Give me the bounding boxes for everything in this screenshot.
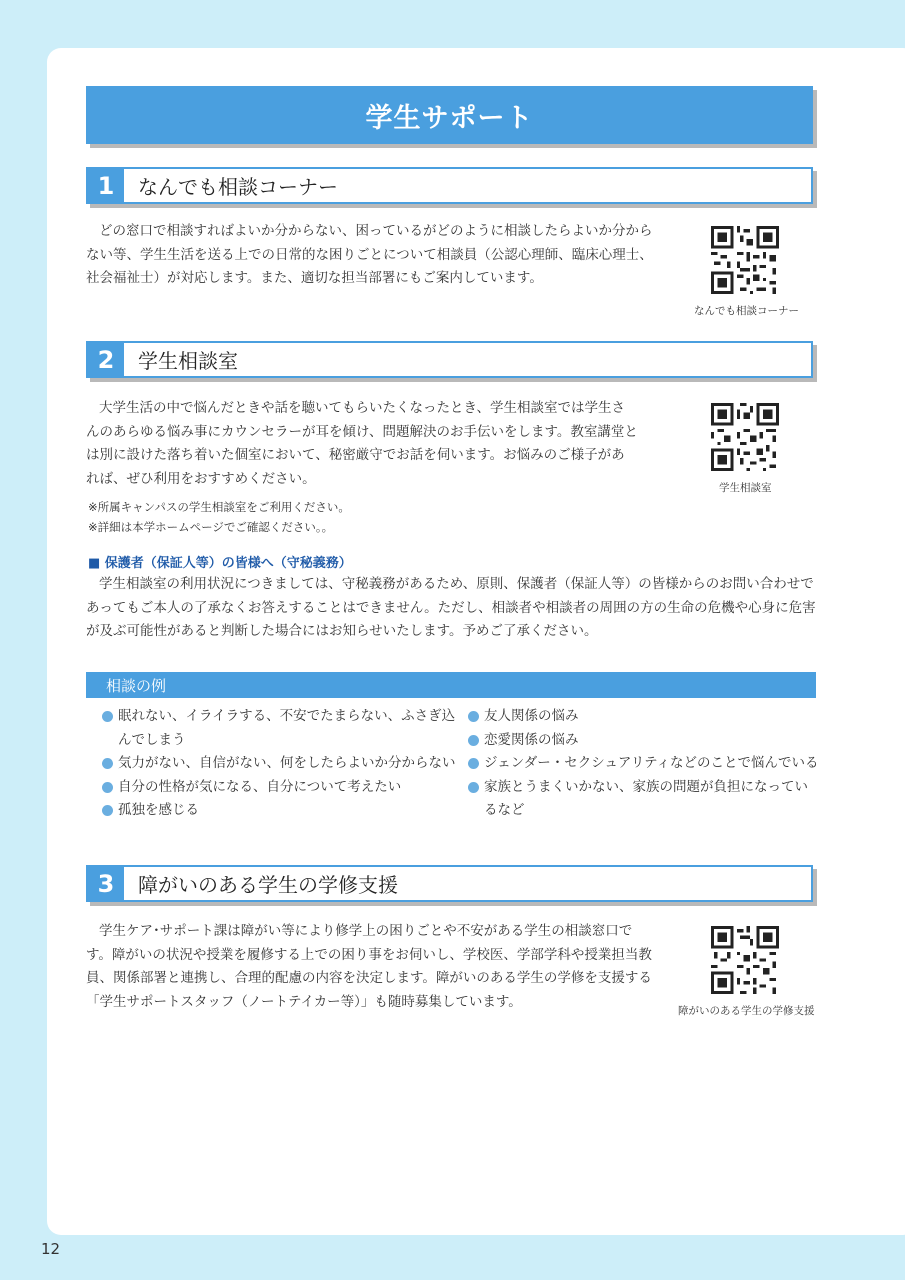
note-2: ※詳細は本学ホームページでご確認ください。。 (88, 520, 334, 534)
section-2-body: 大学生活の中で悩んだときや話を聴いてもらいたくなったとき、学生相談室では学生さんのあらゆる悩み事にカウンセラーが耳を傾け、問題解決のお手伝いをします。教室講堂とは別に設けた落ち着いた個室において、秘密厳守でお話を伺います。お悩みのご様子があれば、ぜひ利用をおすすめください。 (86, 400, 638, 487)
section-3-title: 障がいのある学生の学修支援 (138, 873, 398, 897)
section-1-body: どの窓口で相談すればよいか分からない、困っているがどのように相談したらよいか分からない等、学生生活を送る上での日常的な困りごとについて相談員（公認心理師、臨床心理士、社会福祉士）が対応します。また、適切な担当部署にもご案内しています。 (86, 223, 653, 286)
qr-caption-1: なんでも相談コーナー (694, 305, 799, 317)
page-title: 学生サポート (86, 86, 813, 144)
section-3-number: 3 (88, 867, 124, 900)
page-number: 12 (41, 1240, 61, 1258)
list-item: 眠れない、イライラする、不安でたまらない、ふさぎ込んでしまう (102, 705, 462, 752)
section-1-number: 1 (88, 169, 124, 202)
section-1-title: なんでも相談コーナー (138, 175, 338, 199)
bullet-icon (468, 711, 479, 722)
bullet-icon (102, 805, 113, 816)
qr-caption-2: 学生相談室 (719, 482, 772, 494)
qr-caption-3: 障がいのある学生の学修支援 (678, 1005, 815, 1017)
qr-code-icon[interactable] (711, 226, 779, 294)
bullet-icon (102, 758, 113, 769)
note-1: ※所属キャンパスの学生相談室をご利用ください。 (88, 500, 350, 514)
qr-code-icon[interactable] (711, 926, 779, 994)
list-item: ジェンダー・セクシュアリティなどのことで悩んでいる (468, 752, 820, 776)
bullet-icon (468, 758, 479, 769)
list-item: 気力がない、自信がない、何をしたらよいか分からない (102, 752, 462, 776)
examples-left-list (102, 705, 462, 823)
section-2-title: 学生相談室 (138, 349, 238, 373)
section-3-header (86, 865, 813, 902)
list-item: 友人関係の悩み (468, 705, 820, 729)
section-3-body: 学生ケア･サポート課は障がい等により修学上の困りごとや不安がある学生の相談窓口です。障がいの状況や授業を履修する上での困り事をお伺いし、学校医、学部学科や授業担当教員、関係部署と連携し、合理的配慮の内容を決定します。障がいのある学生の学修を支援する「学生サポートスタッフ（ノートテイカー等）」も随時募集しています。 (86, 923, 652, 1010)
list-item: 家族とうまくいかない、家族の問題が負担になっているなど (468, 776, 820, 823)
section-1-header (86, 167, 813, 204)
bullet-icon (102, 782, 113, 793)
section-2-header (86, 341, 813, 378)
list-item: 孤独を感じる (102, 799, 462, 823)
confidentiality-body: 学生相談室の利用状況につきましては、守秘義務があるため、原則、保護者（保証人等）の皆様からのお問い合わせであってもご本人の了承なくお答えすることはできません。ただし、相談者や相談者の周囲の方の生命の危機や心身に危害が及ぶ可能性があると判断した場合にはお知らせいたします。予めご了承ください。 (86, 576, 816, 639)
list-item: 自分の性格が気になる、自分について考えたい (102, 776, 462, 800)
bullet-icon (102, 711, 113, 722)
bullet-icon (468, 782, 479, 793)
list-item: 恋愛関係の悩み (468, 729, 820, 753)
section-2-number: 2 (88, 343, 124, 376)
confidentiality-heading: ■ 保護者（保証人等）の皆様へ（守秘義務） (88, 556, 352, 571)
examples-heading: 相談の例 (86, 672, 816, 698)
qr-code-icon[interactable] (711, 403, 779, 471)
bullet-icon (468, 735, 479, 746)
examples-right-list (468, 705, 820, 823)
